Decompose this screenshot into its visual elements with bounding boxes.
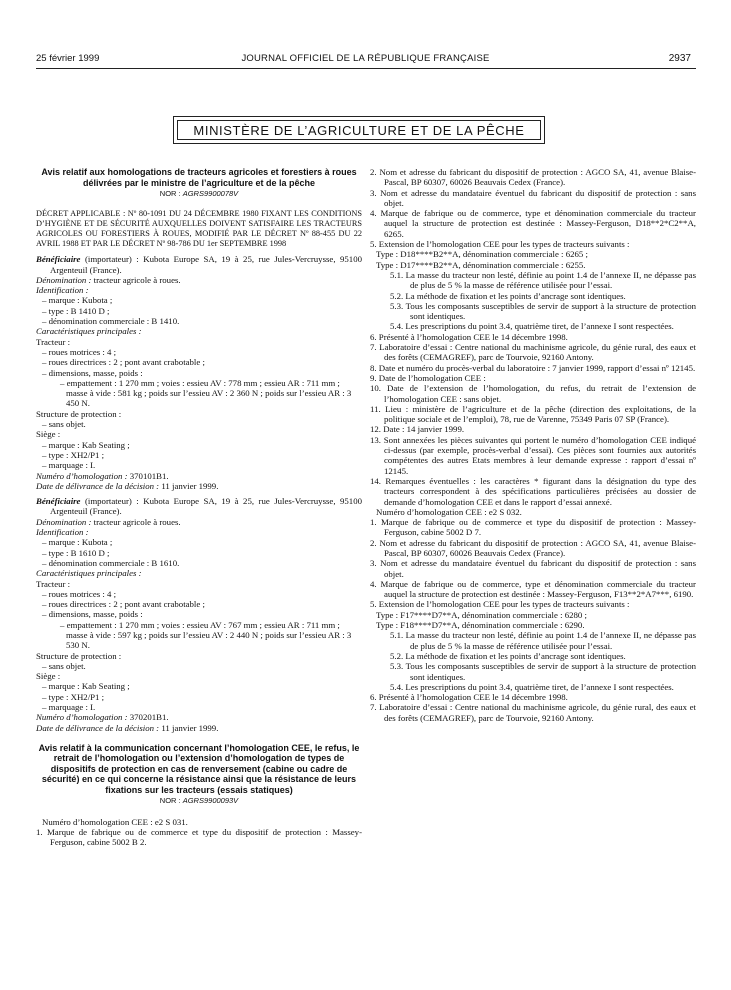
paragraph-text: 11 janvier 1999. — [159, 480, 219, 491]
paragraph-text: Identification : — [36, 285, 89, 296]
paragraph — [370, 579, 696, 600]
paragraph — [370, 301, 696, 322]
paragraph-text: Caractéristiques principales : — [36, 326, 142, 337]
paragraph — [36, 496, 362, 517]
paragraph-text: 5. Extension de l’homologation CEE pour les types de tracteurs suivants : — [370, 239, 630, 250]
paragraph-text: 1. Marque de fabrique ou de commerce et type du dispositif de protection : Massey-Ferguson, cabine 5002 D 7. — [370, 517, 696, 538]
paragraph — [36, 254, 362, 275]
paragraph — [36, 661, 362, 671]
paragraph-text: – type : B 1610 D ; — [42, 547, 110, 558]
paragraph-text: – sans objet. — [42, 419, 86, 430]
nor-reference — [36, 796, 362, 806]
paragraph-text: Numéro d’homologation CEE : e2 S 031. — [42, 816, 188, 827]
paragraph — [36, 589, 362, 599]
paragraph — [36, 548, 362, 558]
paragraph-text: 4. Marque de fabrique ou de commerce, type et dénomination commerciale du tracteur auquel la structure de protection est destinée : Massey-Ferguson, D18**2*C2**A, 6265. — [370, 208, 696, 239]
paragraph — [370, 270, 696, 291]
paragraph — [370, 702, 696, 723]
paragraph-text: 2. Nom et adresse du fabricant du dispositif de protection : AGCO SA, 41, avenue Blaise-Pascal, BP 60307, 60026 Beauvais Cedex (France). — [370, 537, 696, 558]
paragraph-text: – roues directrices : 2 ; pont avant crabotable ; — [42, 357, 205, 368]
paragraph-text: Type : F18****D7**A, dénomination commerciale : 6290. — [376, 620, 585, 631]
page-number: 2937 — [668, 53, 691, 64]
paragraph — [36, 295, 362, 305]
paragraph — [36, 692, 362, 702]
paragraph-text: – dimensions, masse, poids : — [42, 367, 143, 378]
paragraph-text: (importateur) : Kubota Europe SA, 19 à 25, rue Jules-Vercruysse, 95100 Argenteuil (France). — [50, 496, 362, 517]
paragraph — [370, 291, 696, 301]
paragraph-text: Structure de protection : — [36, 650, 122, 661]
label-italic: Dénomination : — [36, 274, 92, 285]
header-date: 25 février 1999 — [36, 53, 100, 64]
paragraph-text: Numéro d’homologation CEE : e2 S 032. — [376, 506, 522, 517]
paragraph-text: 5.3. Tous les composants susceptibles de servir de support à la structure de protection sont identiques. — [390, 300, 696, 322]
decree-reference — [36, 209, 362, 249]
paragraph-text: 5.2. La méthode de fixation et les points d’ancrage sont identiques. — [390, 290, 626, 301]
paragraph-text: 3. Nom et adresse du mandataire éventuel du fabricant du dispositif de protection : sans objet. — [370, 558, 696, 579]
paragraph — [370, 599, 696, 609]
paragraph — [36, 671, 362, 681]
paragraph-text: 5. Extension de l’homologation CEE pour les types de tracteurs suivants : — [370, 599, 630, 610]
paragraph — [370, 620, 696, 630]
paragraph — [36, 306, 362, 316]
notice-title — [36, 167, 362, 188]
paragraph-text: Tracteur : — [36, 336, 71, 347]
paragraph — [36, 620, 362, 651]
paragraph-text: 7. Laboratoire d’essai : Centre national du machinisme agricole, du génie rural, des eaux et des forêts (CEMAGREF), parc de Tourvoie, 92160 Antony. — [370, 702, 696, 723]
paragraph-text: – marquage : I. — [42, 702, 96, 713]
paragraph-text: – marquage : I. — [42, 460, 96, 471]
paragraph — [36, 357, 362, 367]
paragraph — [36, 326, 362, 336]
paragraph — [370, 332, 696, 342]
paragraph — [36, 347, 362, 357]
paragraph — [36, 817, 362, 827]
paragraph — [370, 558, 696, 579]
paragraph-text: 11 janvier 1999. — [159, 722, 219, 733]
header-rule — [36, 68, 696, 69]
paragraph — [370, 682, 696, 692]
paragraph-text: NOR : AGRS9900093V — [159, 796, 239, 806]
paragraph — [370, 208, 696, 239]
left-column — [36, 167, 362, 848]
paragraph — [36, 337, 362, 347]
paragraph-text: 1. Marque de fabrique ou de commerce et type du dispositif de protection : Massey-Ferguson, cabine 5002 B 2. — [36, 827, 362, 848]
paragraph-text: – type : XH2/P1 ; — [42, 449, 105, 460]
paragraph-text: 6. Présenté à l’homologation CEE le 14 décembre 1998. — [370, 692, 568, 703]
nor-reference — [36, 189, 362, 199]
paragraph — [36, 712, 362, 722]
paragraph-text: – dénomination commerciale : B 1610. — [42, 557, 180, 568]
paragraph-text: 5.4. Les prescriptions du point 3.4, quatrième tiret, de l’annexe I sont respectées. — [390, 681, 674, 692]
label-italic: Date de délivrance de la décision : — [36, 722, 160, 733]
paragraph — [370, 167, 696, 188]
paragraph — [370, 435, 696, 476]
paragraph-text: 7. Laboratoire d’essai : Centre national du machinisme agricole, du génie rural, des eaux et des forêts (CEMAGREF), parc de Tourvoie, 92160 Antony. — [370, 342, 696, 363]
paragraph — [36, 275, 362, 285]
paragraph — [36, 517, 362, 527]
paragraph — [36, 409, 362, 419]
paragraph — [36, 681, 362, 691]
paragraph-text: tracteur agricole à roues. — [91, 516, 181, 527]
paragraph-text: 2. Nom et adresse du fabricant du dispositif de protection : AGCO SA, 41, avenue Blaise-Pascal, BP 60307, 60026 Beauvais Cedex (France). — [370, 167, 696, 188]
paragraph — [36, 527, 362, 537]
paragraph — [370, 661, 696, 682]
spacer — [36, 733, 362, 743]
paragraph — [36, 429, 362, 439]
label-bold: Bénéficiaire — [36, 496, 81, 507]
paragraph-text: 5.1. La masse du tracteur non lesté, définie au point 1.4 de l’annexe II, ne dépasse pas de plus de 5 % la masse de référence utilisée pour l’essai. — [390, 630, 696, 651]
paragraph — [36, 599, 362, 609]
paragraph — [36, 827, 362, 848]
paragraph-text: – type : B 1410 D ; — [42, 305, 110, 316]
paragraph-text: Siège : — [36, 671, 61, 682]
paragraph-text: – dimensions, masse, poids : — [42, 609, 143, 620]
paragraph — [36, 460, 362, 470]
label-italic: Dénomination : — [36, 516, 92, 527]
paragraph — [370, 507, 696, 517]
paragraph-text: – marque : Kab Seating ; — [42, 439, 130, 450]
ministry-title: MINISTÈRE DE L’AGRICULTURE ET DE LA PÊCHE — [177, 120, 541, 140]
paragraph — [36, 723, 362, 733]
paragraph — [370, 188, 696, 209]
paragraph-text: – roues directrices : 2 ; pont avant crabotable ; — [42, 599, 205, 610]
paragraph — [370, 260, 696, 270]
paragraph — [36, 450, 362, 460]
paragraph — [36, 702, 362, 712]
paragraph — [370, 404, 696, 425]
paragraph-text: – marque : Kubota ; — [42, 295, 113, 306]
paragraph-text: 370201B1. — [127, 712, 169, 723]
notice-title — [36, 743, 362, 796]
paragraph-text: (importateur) : Kubota Europe SA, 19 à 25, rue Jules-Vercruysse, 95100 Argenteuil (France). — [50, 254, 362, 275]
paragraph — [370, 538, 696, 559]
paragraph-text: 5.2. La méthode de fixation et les points d’ancrage sont identiques. — [390, 650, 626, 661]
label-italic: Numéro d’homologation : — [36, 470, 128, 481]
paragraph — [36, 368, 362, 378]
paragraph — [370, 476, 696, 507]
paragraph — [36, 378, 362, 409]
paragraph-text: – type : XH2/P1 ; — [42, 691, 105, 702]
paragraph — [36, 651, 362, 661]
paragraph-text: – roues motrices : 4 ; — [42, 588, 117, 599]
paragraph — [36, 609, 362, 619]
paragraph — [370, 249, 696, 259]
paragraph — [370, 321, 696, 331]
paragraph — [370, 342, 696, 363]
paragraph — [36, 316, 362, 326]
paragraph-text: Caractéristiques principales : — [36, 568, 142, 579]
paragraph-text: 11. Lieu : ministère de l’agriculture et de la pêche (direction des exploitations, de la politique sociale et de l’emploi), 78, rue de Varenne, 75349 Paris 07 SP (France). — [370, 403, 696, 425]
paragraph — [370, 424, 696, 434]
paragraph-text: 5.1. La masse du tracteur non lesté, définie au point 1.4 de l’annexe II, ne dépasse pas de plus de 5 % la masse de référence utilisée pour l’essai. — [390, 269, 696, 291]
paragraph — [370, 692, 696, 702]
paragraph-text: – marque : Kab Seating ; — [42, 681, 130, 692]
paragraph-text: 14. Remarques éventuelles : les caractères * figurant dans la désignation du type des tracteurs correspondent à des spécifications particulières précisées au dossier de demande d’homologation CEE et dans le rapport d’essai annexé. — [370, 475, 696, 507]
paragraph-text: 10. Date de l’extension de l’homologation, du refus, du retrait de l’extension de l’homologation CEE : sans objet. — [370, 383, 696, 404]
paragraph-text: 5.3. Tous les composants susceptibles de servir de support à la structure de protection sont identiques. — [390, 661, 696, 682]
paragraph-text: – empattement : 1 270 mm ; voies : essieu AV : 767 mm ; essieu AR : 711 mm ; masse à vide : 597 kg ; poids sur l’essieu AV : 2 440 N ; poids sur l’essieu AR : 3 530 N. — [60, 619, 352, 651]
paragraph — [36, 568, 362, 578]
paragraph-text: – dénomination commerciale : B 1410. — [42, 316, 180, 327]
label-bold: Bénéficiaire — [36, 254, 81, 265]
paragraph-text: 5.4. Les prescriptions du point 3.4, quatrième tiret, de l’annexe I sont respectées. — [390, 321, 674, 332]
paragraph-text: – roues motrices : 4 ; — [42, 346, 117, 357]
ministry-box — [173, 116, 545, 144]
paragraph-text: Avis relatif aux homologations de tracteurs agricoles et forestiers à roues délivrées par le ministre de l’agriculture et de la pêche — [41, 167, 357, 188]
paragraph — [370, 383, 696, 404]
paragraph-text: 13. Sont annexées les pièces suivantes qui portent le numéro d’homologation CEE indiqué ci-dessus (par exemple, procès-verbal d’essai). Ces pièces sont fournies aux autorités compétentes des autres Etats membres à leur demande expresse : rapport d’essai nº 12145. — [370, 434, 696, 476]
paragraph-text: – marque : Kubota ; — [42, 537, 113, 548]
paragraph — [36, 471, 362, 481]
paragraph-text: NOR : AGRS9900078V — [159, 189, 239, 198]
label-italic: Numéro d’homologation : — [36, 712, 128, 723]
paragraph — [36, 481, 362, 491]
paragraph-text: DÉCRET APPLICABLE : Nº 80-1091 DU 24 DÉCEMBRE 1980 FIXANT LES CONDITIONS D’HYGIÈNE ET DE SÉCURITÉ AUXQUELLES DOIVENT SATISFAIRE LES TRACTEURS AGRICOLES OU FORESTIERS À ROUES, MODIFIÉ PAR LE DÉCRET Nº 88-455 DU 22 AVRIL 1988 ET PAR LE DÉCRET Nº 98-786 DU 1er SEPTEMBRE 1998 — [36, 209, 362, 249]
paragraph-text: – sans objet. — [42, 660, 86, 671]
paragraph-text: 6. Présenté à l’homologation CEE le 14 décembre 1998. — [370, 331, 568, 342]
paragraph-text: – empattement : 1 270 mm ; voies : essieu AV : 778 mm ; essieu AR : 711 mm ; masse à vide : 581 kg ; poids sur l’essieu AV : 2 360 N ; poids sur l’essieu AR : 3 450 N. — [60, 377, 352, 409]
paragraph — [370, 373, 696, 383]
paragraph-text: 12. Date : 14 janvier 1999. — [370, 424, 465, 435]
paragraph-text: 8. Date et numéro du procès-verbal du laboratoire : 7 janvier 1999, rapport d’essai nº 12145. — [370, 362, 696, 373]
paragraph-text: tracteur agricole à roues. — [91, 274, 181, 285]
paragraph — [36, 558, 362, 568]
paragraph — [36, 419, 362, 429]
paragraph — [370, 610, 696, 620]
paragraph — [370, 651, 696, 661]
paragraph-text: Siège : — [36, 429, 61, 440]
paragraph-text: 4. Marque de fabrique ou de commerce, type et dénomination commerciale du tracteur auquel la structure de protection est destinée : Massey-Ferguson, F13**2*A7***, 6190. — [370, 578, 696, 600]
paragraph — [36, 537, 362, 547]
journal-title: JOURNAL OFFICIEL DE LA RÉPUBLIQUE FRANÇAISE — [241, 53, 490, 64]
paragraph — [370, 239, 696, 249]
paragraph-text: Type : D17****B2**A, dénomination commerciale : 6255. — [376, 259, 586, 270]
paragraph-text: Type : F17****D7**A, dénomination commerciale : 6280 ; — [376, 609, 587, 620]
paragraph-text: 9. Date de l’homologation CEE : — [370, 372, 486, 383]
paragraph — [370, 630, 696, 651]
spacer — [36, 199, 362, 209]
paragraph — [36, 440, 362, 450]
paragraph — [370, 517, 696, 538]
paragraph-text: Identification : — [36, 527, 89, 538]
label-italic: Date de délivrance de la décision : — [36, 480, 160, 491]
paragraph-text: 370101B1. — [127, 470, 169, 481]
paragraph-text: Type : D18****B2**A, dénomination commerciale : 6265 ; — [376, 249, 588, 260]
paragraph — [36, 579, 362, 589]
page-header — [0, 53, 731, 67]
paragraph-text: Tracteur : — [36, 578, 71, 589]
paragraph — [370, 363, 696, 373]
spacer — [36, 807, 362, 817]
paragraph-text: Avis relatif à la communication concernant l’homologation CEE, le refus, le retrait de l’homologation ou l’extension d’homologation de types de dispositifs de protection en cas de renversement (cabine ou cadre de sécurité) en ce qui concerne la résistance ainsi que la résistance de leurs fixations sur les tracteurs (essais statiques) — [38, 742, 360, 795]
paragraph — [36, 285, 362, 295]
right-column — [370, 167, 696, 723]
paragraph-text: Structure de protection : — [36, 408, 122, 419]
paragraph-text: 3. Nom et adresse du mandataire éventuel du fabricant du dispositif de protection : sans objet. — [370, 187, 696, 208]
